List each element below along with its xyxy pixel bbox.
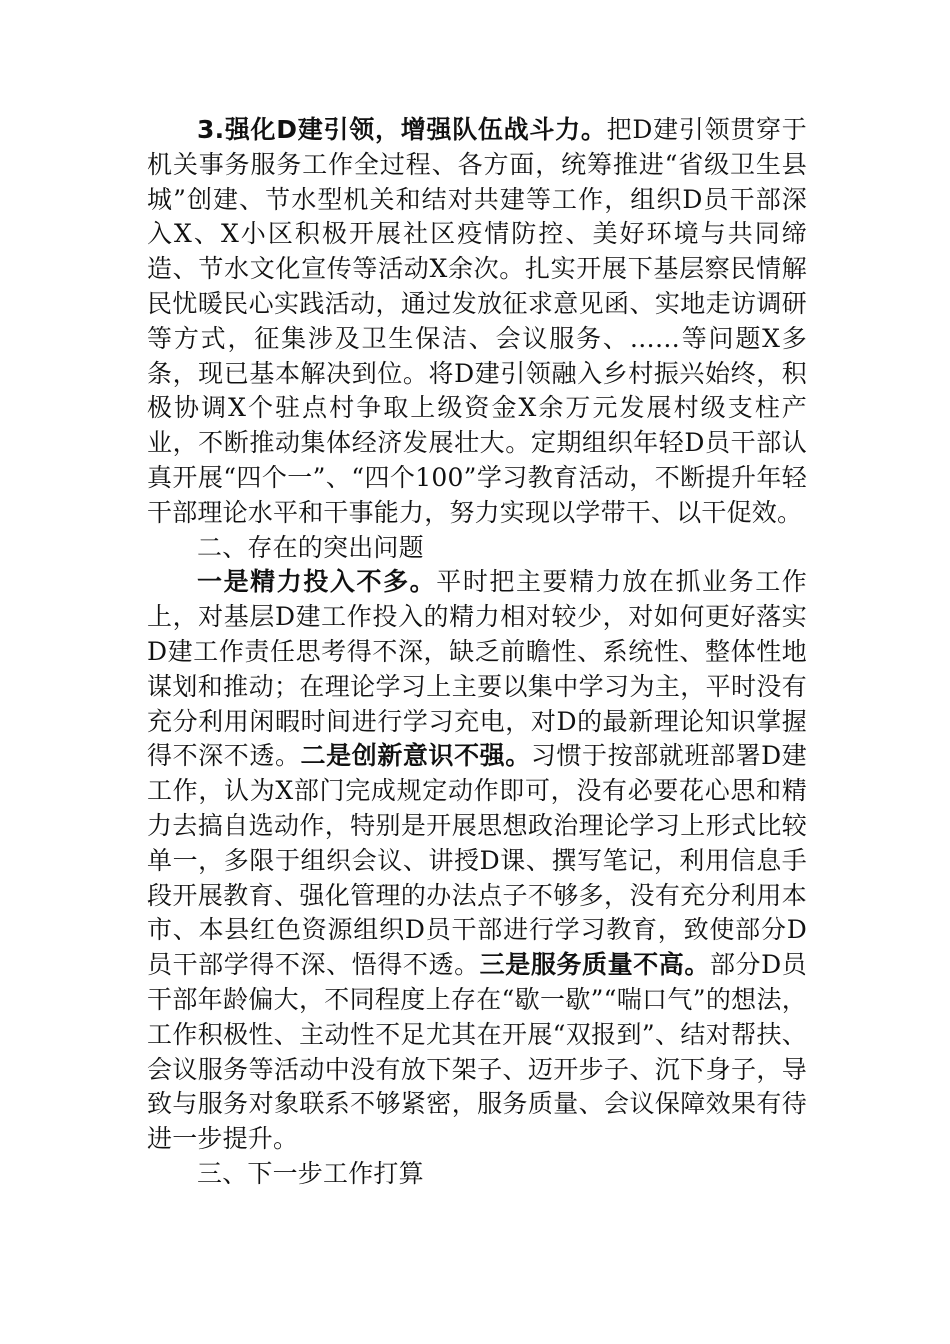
- problem2-lead: 二是创新意识不强。: [300, 741, 531, 771]
- problem2-body: 习惯于按部就班部署D建工作，认为X部门完成规定动作即可，没有必要花心思和精力去搞自选动作，特别是开展思想政治理论学习上形式比较单一，多限于组织会议、讲授D课、撰写笔记，利用信息手段开展教育、强化管理的办法点子不够多，没有充分利用本市、本县红色资源组织D员干部进行学习教育，致使部分D员干部学得不深、悟得不透。: [147, 741, 807, 980]
- section3-paragraph: [147, 113, 807, 531]
- problem3-body: 部分D员干部年龄偏大，不同程度上存在“歇一歇”“喘口气”的想法，工作积极性、主动性不足尤其在开展“双报到”、结对帮扶、会议服务等活动中没有放下架子、迈开步子、沉下身子，导致与服务对象联系不够紧密，服务质量、会议保障效果有待进一步提升。: [147, 950, 807, 1154]
- heading-next-steps: 三、下一步工作打算: [197, 1158, 424, 1188]
- problem1-lead: 一是精力投入不多。: [197, 567, 437, 597]
- document-page: [147, 113, 807, 1192]
- section3-body: 把D建引领贯穿于机关事务服务工作全过程、各方面，统筹推进“省级卫生县城”创建、节水型机关和结对共建等工作，组织D员干部深入X、X小区积极开展社区疫情防控、美好环境与共同缔造、节水文化宣传等活动X余次。扎实开展下基层察民情解民忧暖民心实践活动，通过发放征求意见函、实地走访调研等方式，征集涉及卫生保洁、会议服务、……等问题X多条，现已基本解决到位。将D建引领融入乡村振兴始终，积极协调X个驻点村争取上级资金X余万元发展村级支柱产业，不断推动集体经济发展壮大。定期组织年轻D员干部认真开展“四个一”、“四个100”学习教育活动，不断提升年轻干部理论水平和干事能力，努力实现以学带干、以干促效。: [147, 115, 807, 527]
- problems-paragraph: [147, 565, 807, 1157]
- problem1-body: 平时把主要精力放在抓业务工作上，对基层D建工作投入的精力相对较少，对如何更好落实D建工作责任思考得不深，缺乏前瞻性、系统性、整体性地谋划和推动；在理论学习上主要以集中学习为主，平时没有充分利用闲暇时间进行学习充电，对D的最新理论知识掌握得不深不透。: [147, 567, 807, 771]
- heading-problems: 二、存在的突出问题: [197, 532, 424, 562]
- problem3-lead: 三是服务质量不高。: [479, 950, 710, 980]
- section3-lead: 3.强化D建引领，增强队伍战斗力。: [197, 115, 607, 144]
